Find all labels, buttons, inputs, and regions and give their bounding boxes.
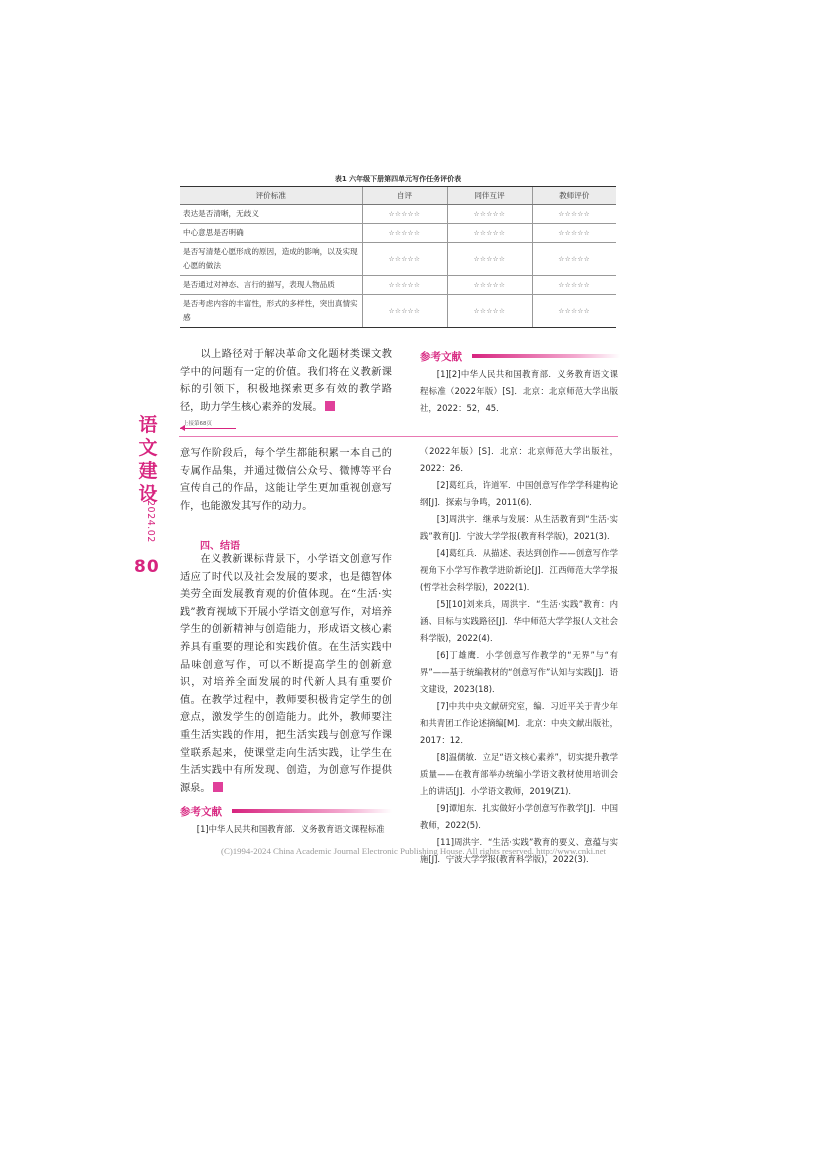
- reference-item: [1]中华人民共和国教育部．义务教育语文课程标准: [196, 824, 385, 834]
- criterion-cell: 是否考虑内容的丰富性，形式的多样性，突出真情实感: [180, 295, 362, 328]
- peer-rating-stars: ☆☆☆☆☆: [447, 295, 532, 328]
- table-header-cell: 自评: [362, 187, 447, 205]
- criterion-cell: 中心意思是否明确: [180, 224, 362, 243]
- criterion-cell: 表达是否清晰，无歧义: [180, 205, 362, 224]
- peer-rating-stars: ☆☆☆☆☆: [447, 243, 532, 276]
- end-mark-icon: [325, 401, 335, 411]
- heading-accent-bar: [232, 809, 392, 813]
- arrow-left-icon: [180, 425, 185, 431]
- heading-accent-bar: [472, 354, 620, 358]
- reference-item: [3]周洪宇．继承与发展：从生活教育到“生活·实践”教育[J]．宁波大学学报(教育科学版)，2021(3)．: [420, 514, 618, 541]
- upper-references-heading: [420, 349, 620, 363]
- reference-item: [7]中共中央文献研究室，编．习近平关于青少年和共青团工作论述摘编[M]．北京：中央文献出版社，2017：12．: [420, 701, 619, 745]
- teacher-rating-stars: ☆☆☆☆☆: [532, 224, 616, 243]
- conclusion-text: 在义教新课标背景下，小学语文创意写作适应了时代以及社会发展的要求，也是德智体美劳全面发展教育观的价值体现。在“生活·实践”教育视域下开展小学语文创意写作，对培养学生的创新精神与创造能力，形成语文核心素养具有重要的理论和实践价值。在生活实践中品味创意写作，可以不断提高学生的创新意识，对培养全面发展的时代新人具有重要价值。在教学过程中，教师要积极肯定学生的创意点，激发学生的创造能力。此外，教师要注重生活实践的作用，把生活实践与创意写作课堂联系起来，使课堂走向生活实践，让学生在生活实践中有所发现、创造，为创意写作提供源泉。: [180, 554, 392, 794]
- teacher-rating-stars: ☆☆☆☆☆: [532, 276, 616, 295]
- lower-left-paragraph-1: 意写作阶段后，每个学生都能积累一本自己的专属作品集，并通过微信公众号、微博等平台宣传自己的作品，这能让学生更加重视创意写作，也能激发其写作的动力。: [180, 448, 392, 512]
- table-row: [180, 295, 616, 328]
- teacher-rating-stars: ☆☆☆☆☆: [532, 295, 616, 328]
- continued-from-tag: 上接第68页: [183, 421, 212, 427]
- issue-number: 2024.02: [145, 500, 156, 543]
- section-divider: [179, 436, 618, 437]
- reference-item: [9]谭旭东．扎实做好小学创意写作教学[J]．中国教师，2022(5)．: [420, 803, 618, 830]
- table-caption: 表1 六年级下册第四单元写作任务评价表: [334, 175, 462, 183]
- reference-item: [4]葛红兵．从描述、表达到创作——创意写作学视角下小学写作教学进阶新论[J]．江西师范大学学报(哲学社会科学版)，2022(1)．: [420, 548, 618, 592]
- table-header-cell: 教师评价: [532, 187, 616, 205]
- upper-paragraph-text: 以上路径对于解决革命文化题材类课文教学中的问题有一定的价值。我们将在义教新课标的引领下，积极地探索更多有效的教学路径，助力学生核心素养的发展。: [180, 349, 392, 413]
- section-heading: 四、结语: [200, 541, 240, 552]
- reference-item: [6]丁雄鹰．小学创意写作教学的“无界”与“有界”——基于统编教材的“创意写作”认知与实践[J]．语文建设，2023(18)．: [420, 650, 618, 694]
- table-header-cell: 同伴互评: [447, 187, 532, 205]
- reference-item: [8]温儒敏．立足“语文核心素养”，切实提升教学质量——在教育部举办统编小学语文教材使用培训会上的讲话[J]．小学语文教师，2019(Z1)．: [420, 752, 618, 796]
- teacher-rating-stars: ☆☆☆☆☆: [532, 243, 616, 276]
- lower-left-references-list: [180, 821, 392, 838]
- reference-item: [5][10]刘来兵，周洪宇．“生活·实践”教育：内涵、目标与实践路径[J]．华中师范大学学报(人文社会科学版)，2022(4)．: [420, 599, 618, 643]
- references-heading-text: 参考文献: [180, 806, 222, 818]
- copyright-footer: (C)1994-2024 China Academic Journal Electronic Publishing House. All rights reserved. http://www.cnki.net: [221, 846, 606, 856]
- table-row: [180, 243, 616, 276]
- criterion-cell: 是否写清楚心愿形成的原因，造成的影响，以及实现心愿的做法: [180, 243, 362, 276]
- peer-rating-stars: ☆☆☆☆☆: [447, 276, 532, 295]
- lower-references-heading: [180, 804, 392, 818]
- criterion-cell: 是否通过对神态、言行的描写，表现人物品质: [180, 276, 362, 295]
- journal-name: 语文建设: [138, 414, 158, 505]
- table-row: [180, 224, 616, 243]
- table-header-cell: 评价标准: [180, 187, 362, 205]
- end-mark-icon: [213, 782, 223, 792]
- reference-item: [2]葛红兵，许道军．中国创意写作学学科建构论纲[J]．探索与争鸣，2011(6)．: [420, 480, 618, 507]
- table-row: [180, 205, 616, 224]
- teacher-rating-stars: ☆☆☆☆☆: [532, 205, 616, 224]
- references-heading-text: 参考文献: [420, 351, 462, 363]
- evaluation-table: [180, 186, 616, 328]
- self-rating-stars: ☆☆☆☆☆: [362, 243, 447, 276]
- self-rating-stars: ☆☆☆☆☆: [362, 295, 447, 328]
- continued-arrow-line: [180, 428, 236, 429]
- peer-rating-stars: ☆☆☆☆☆: [447, 205, 532, 224]
- reference-item: [11]周洪宇．“生活·实践”教育的要义、意蕴与实施[J]．宁波大学学报(教育科学版)，2022(3)．: [420, 837, 618, 864]
- self-rating-stars: ☆☆☆☆☆: [362, 205, 447, 224]
- page-number: 80: [134, 557, 160, 577]
- lower-left-paragraph-2: [180, 551, 392, 797]
- reference-item: （2022年版）[S]．北京：北京师范大学出版社，2022：26．: [420, 446, 618, 473]
- self-rating-stars: ☆☆☆☆☆: [362, 276, 447, 295]
- self-rating-stars: ☆☆☆☆☆: [362, 224, 447, 243]
- upper-conclusion-paragraph: [180, 346, 392, 416]
- reference-item: [1][2]中华人民共和国教育部．义务教育语文课程标准（2022年版）[S]．北京：北京师范大学出版社，2022：52，45．: [420, 369, 618, 413]
- upper-references-list: [420, 366, 618, 417]
- lower-right-references-list: [420, 443, 618, 868]
- peer-rating-stars: ☆☆☆☆☆: [447, 224, 532, 243]
- table-row: [180, 276, 616, 295]
- table-header-row: [180, 187, 616, 205]
